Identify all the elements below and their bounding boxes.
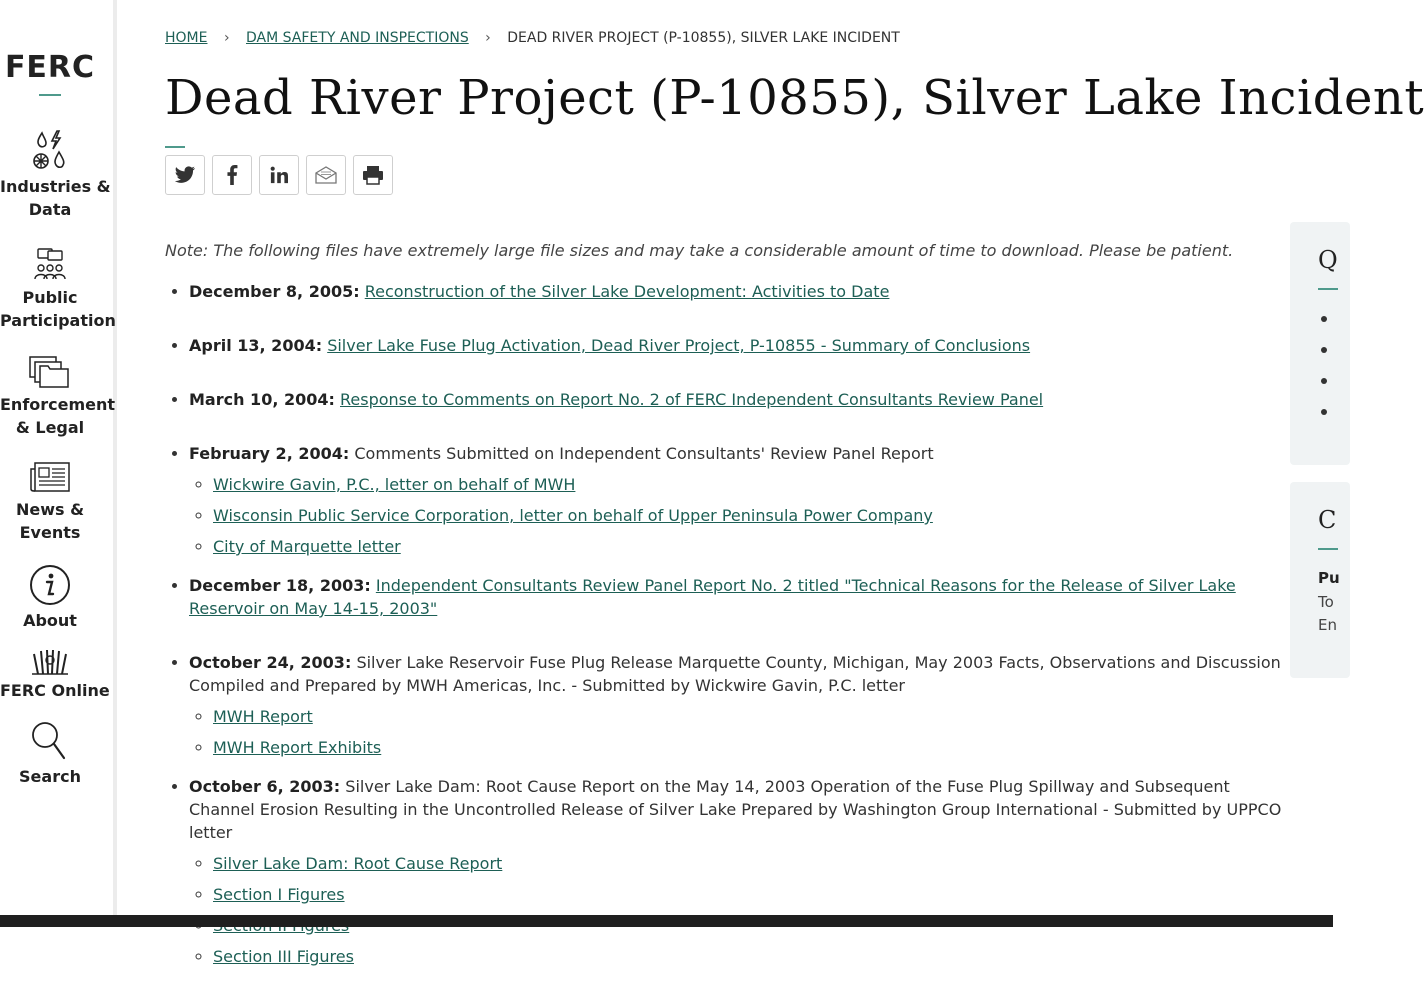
search-icon [30,720,70,762]
sub-entry-link[interactable]: Wickwire Gavin, P.C., letter on behalf of MWH [213,475,576,494]
card-text: Pu [1318,569,1340,587]
entry-date: October 6, 2003: [189,777,341,796]
sidebar-item-ferc-online[interactable] [0,648,110,702]
card-heading: Q [1318,246,1338,274]
sidebar [0,0,117,915]
sidebar-item-about[interactable] [0,564,100,632]
enforcement-icon [28,354,72,390]
twitter-icon [174,166,196,184]
entry-date: December 8, 2005: [189,282,360,301]
sub-list-item [213,852,1289,875]
entry-link[interactable]: Reconstruction of the Silver Lake Development: Activities to Date [364,282,890,301]
industries-icon [28,128,72,172]
entry-text: Silver Lake Reservoir Fuse Plug Release Marquette County, Michigan, May 2003 Facts, Observations and Discussion Compiled and Prepared by MWH Americas, Inc. - Submitted by Wickwire Gavin, P.C. letter [189,653,1281,695]
sub-list-item [213,705,1289,728]
sub-list [189,705,1289,759]
sub-entry-link[interactable]: MWH Report [213,707,313,726]
card-heading: C [1318,506,1337,534]
sub-entry-link[interactable]: Silver Lake Dam: Root Cause Report [213,854,503,873]
public-participation-icon [32,247,68,283]
sidebar-item-label: Industries & [0,177,111,196]
card-bullet [1321,347,1327,353]
contact-card [1290,482,1350,678]
facebook-share-button[interactable] [212,155,252,195]
download-note: Note: The following files have extremely large file sizes and may take a considerable amount of time to download. Please be patient. [165,241,1234,260]
list-item [189,651,1289,759]
ferc-online-icon [30,648,70,676]
sub-list [189,852,1289,968]
card-text: To [1318,593,1334,611]
breadcrumb-section-link[interactable]: DAM SAFETY AND INSPECTIONS [246,30,469,46]
sidebar-item-label: Enforcement [0,395,116,414]
breadcrumb-home-link[interactable]: HOME [165,30,208,46]
sidebar-item-label: FERC Online [0,681,110,700]
sidebar-item-enforcement[interactable] [0,354,116,439]
chevron-right-icon: › [223,30,230,46]
sidebar-item-industries[interactable] [0,128,111,221]
ferc-logo[interactable]: FERC [4,50,96,85]
facebook-icon [226,165,238,185]
sub-entry-link[interactable]: Section III Figures [213,947,354,966]
sub-list [189,473,1289,558]
list-item [189,775,1289,968]
linkedin-icon [270,166,288,184]
email-share-button[interactable] [306,155,346,195]
sub-list-item [213,736,1289,759]
card-underline [1318,548,1338,550]
sidebar-item-label: Public [22,288,78,307]
twitter-share-button[interactable] [165,155,205,195]
breadcrumb [165,30,900,46]
sub-entry-link[interactable]: MWH Report Exhibits [213,738,382,757]
card-bullet [1321,378,1327,384]
sub-list-item [213,504,1289,527]
os-taskbar [0,915,1333,927]
card-underline [1318,288,1338,290]
title-underline [165,146,185,148]
chevron-right-icon: › [485,30,491,46]
entry-link[interactable]: Independent Consultants Review Panel Report No. 2 titled "Technical Reasons for the Release of Silver Lake Reservoir on May 14-15, 2003" [189,576,1236,618]
entry-date: October 24, 2003: [189,653,352,672]
sidebar-item-label: Search [19,767,81,786]
document-list [165,280,1289,984]
entry-date: February 2, 2004: [189,444,350,463]
news-icon [29,461,71,495]
sub-list-item [213,535,1289,558]
entry-date: December 18, 2003: [189,576,371,595]
info-icon [29,564,71,606]
list-item [189,574,1289,620]
sub-entry-link[interactable]: City of Marquette letter [213,537,401,556]
sidebar-item-label: Events [19,523,81,542]
sidebar-item-label: Data [28,200,72,219]
share-toolbar [165,155,393,195]
sidebar-item-search[interactable] [0,720,100,788]
email-icon [315,166,337,184]
quick-links-card [1290,222,1350,465]
entry-link[interactable]: Response to Comments on Report No. 2 of FERC Independent Consultants Review Panel [340,390,1044,409]
sidebar-item-label: About [23,611,77,630]
sub-list-item [213,945,1289,968]
card-text: En [1318,616,1337,634]
entry-text: Silver Lake Dam: Root Cause Report on the May 14, 2003 Operation of the Fuse Plug Spillway and Subsequent Channel Erosion Resulting in the Uncontrolled Release of Silver Lake Prepared by Washington Group International - Submitted by UPPCO letter [189,777,1282,842]
entry-text: Comments Submitted on Independent Consultants' Review Panel Report [354,444,934,463]
card-bullet [1321,409,1327,415]
sub-list-item [213,883,1289,906]
sidebar-item-public-participation[interactable] [0,247,116,332]
entry-date: March 10, 2004: [189,390,335,409]
sidebar-item-news-events[interactable] [0,461,100,544]
print-icon [362,165,384,185]
sidebar-item-label: & Legal [15,418,85,437]
entry-date: April 13, 2004: [189,336,323,355]
list-item [189,280,1289,303]
sub-list-item [213,473,1289,496]
list-item [189,442,1289,558]
card-bullet [1321,316,1327,322]
page-title: Dead River Project (P-10855), Silver Lake Incident [165,70,1424,126]
sidebar-item-label: Participation [0,311,116,330]
linkedin-share-button[interactable] [259,155,299,195]
sub-entry-link[interactable]: Wisconsin Public Service Corporation, letter on behalf of Upper Peninsula Power Company [213,506,933,525]
list-item [189,388,1289,411]
print-button[interactable] [353,155,393,195]
sub-entry-link[interactable]: Section I Figures [213,885,345,904]
entry-link[interactable]: Silver Lake Fuse Plug Activation, Dead River Project, P-10855 - Summary of Conclusions [327,336,1031,355]
sidebar-item-label: News & [15,500,85,519]
breadcrumb-current: DEAD RIVER PROJECT (P-10855), SILVER LAKE INCIDENT [507,30,900,46]
logo-underline [39,94,61,96]
list-item [189,334,1289,357]
